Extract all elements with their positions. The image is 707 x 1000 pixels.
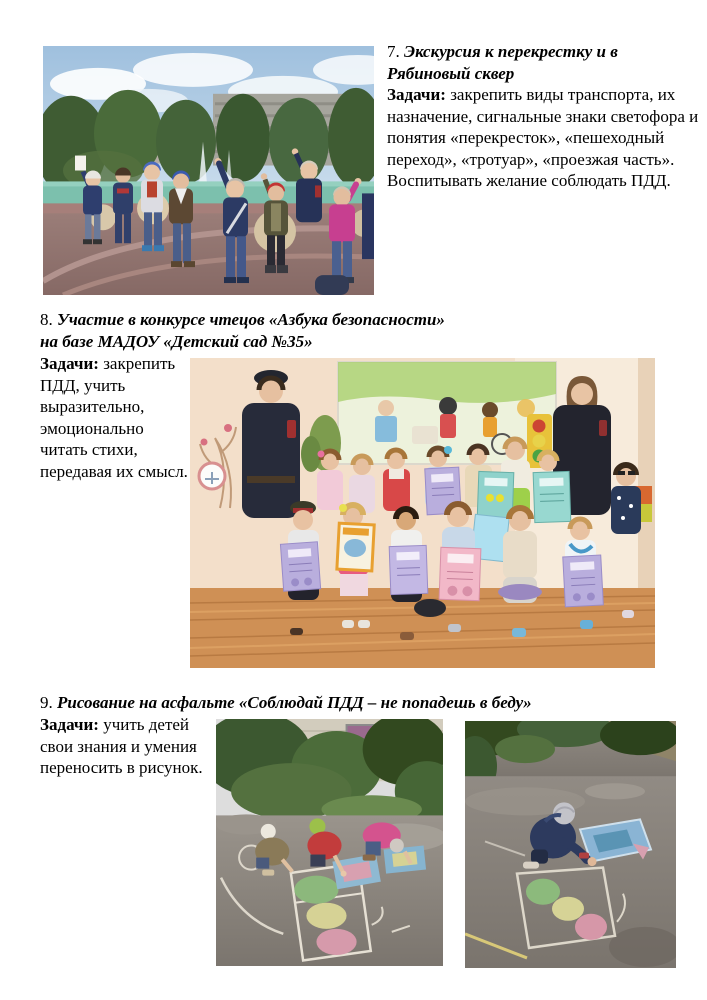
chalk-group-illustration bbox=[216, 719, 443, 966]
section-9-tasks-text: учить детей свои знания и умения переносить в рисунок. bbox=[40, 715, 203, 777]
photo-excursion-fountain bbox=[43, 46, 374, 295]
chalk-single-illustration bbox=[465, 721, 676, 968]
section-9-title: Рисование на асфальте «Соблюдай ПДД – не попадешь в беду» bbox=[57, 693, 532, 712]
photo-chalk-drawing-group bbox=[216, 719, 443, 966]
section-9-number: 9. bbox=[40, 693, 57, 712]
section-9-tasks-label: Задачи: bbox=[40, 715, 99, 734]
section-7-text bbox=[387, 41, 703, 192]
photo-reading-contest bbox=[190, 358, 655, 668]
section-7-tasks-text: закрепить виды транспорта, их назначение, сигнальные знаки светофора и понятия «перекресток», «пешеходный переход», «тротуар», «проезжая часть». Воспитывать желание соблюдать ПДД. bbox=[387, 85, 699, 190]
section-8-tasks-text: закрепить ПДД, учить выразительно, эмоционально читать стихи, передавая их смысл. bbox=[40, 354, 188, 481]
section-7-title-line2: Рябиновый сквер bbox=[387, 63, 515, 83]
section-8-title-line2: на базе МАДОУ «Детский сад №35» bbox=[40, 331, 313, 351]
section-7-heading bbox=[387, 41, 703, 84]
section-7-tasks-label: Задачи: bbox=[387, 85, 446, 104]
fountain-photo-illustration bbox=[43, 46, 374, 295]
section-8-heading bbox=[40, 309, 510, 352]
section-7-tasks bbox=[387, 84, 703, 192]
section-8-title-line1: Участие в конкурсе чтецов «Азбука безопасности» bbox=[57, 310, 445, 329]
section-9-heading bbox=[40, 692, 660, 714]
section-9-tasks bbox=[40, 714, 225, 779]
section-8-number: 8. bbox=[40, 310, 57, 329]
section-8-tasks-label: Задачи: bbox=[40, 354, 99, 373]
section-7-title-line1: Экскурсия к перекрестку и в bbox=[404, 42, 618, 61]
section-8-tasks bbox=[40, 353, 190, 482]
photo-chalk-drawing-single bbox=[465, 721, 676, 968]
section-7-number: 7. bbox=[387, 42, 404, 61]
contest-photo-illustration bbox=[190, 358, 655, 668]
